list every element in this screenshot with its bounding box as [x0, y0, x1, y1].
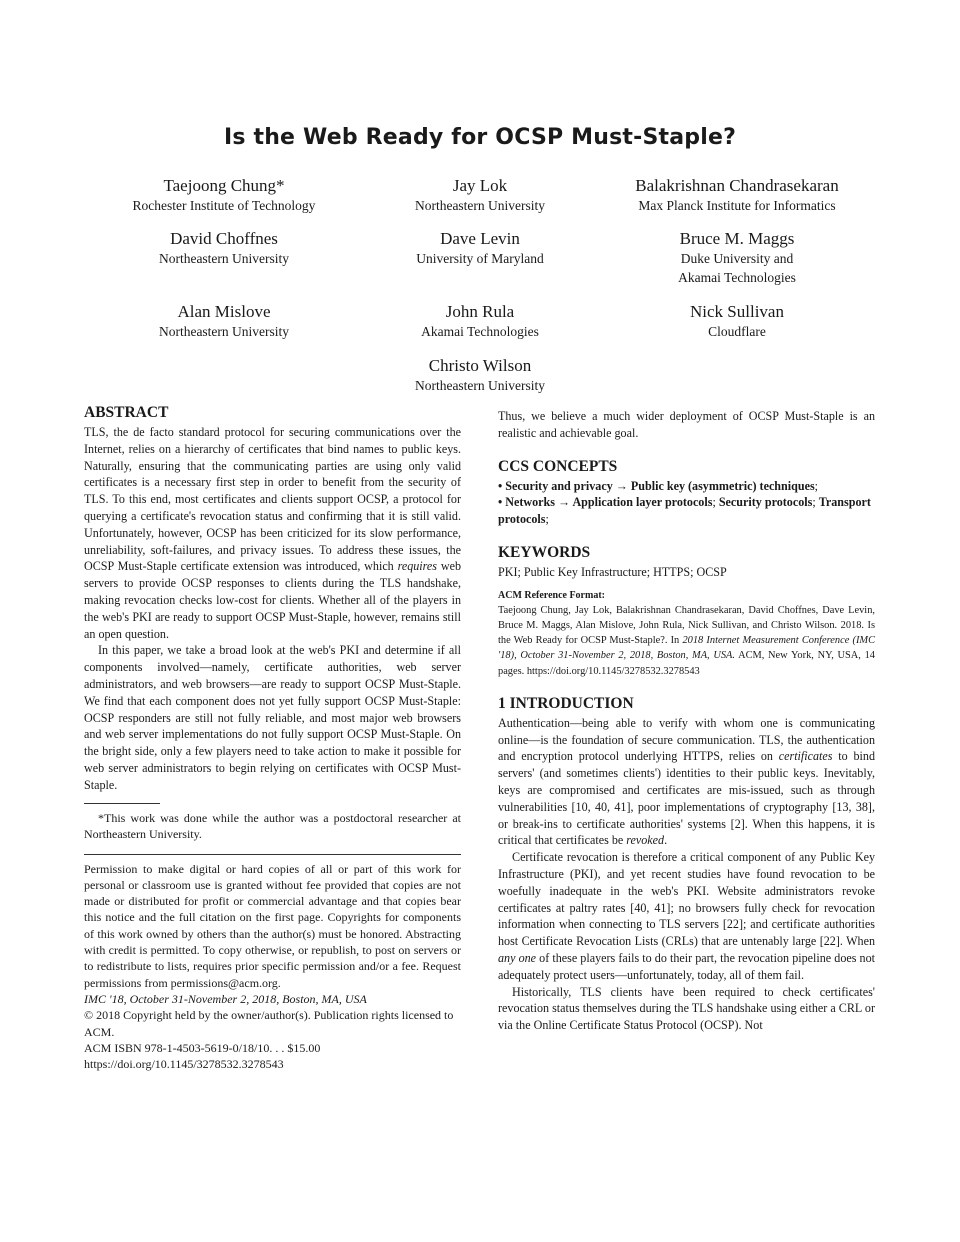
author-affiliation: Northeastern University	[414, 378, 546, 393]
author-name: Taejoong Chung*	[163, 176, 285, 195]
abstract-paragraph: TLS, the de facto standard protocol for securing communications over the Internet, relies on a hierarchy of certificates that bind names to public keys. Naturally, ensuring that the communicating parties are using only valid certificates is a necessary first step in order to benefit from the security of TLS. To this end, most certificates and clients support OCSP, a protocol for querying a certificate's revocation status and confirming that it is still valid. Unfortunately, however, OCSP has been criticized for its slow performance, unreliability, soft-failures, and privacy issues. To address these issues, the OCSP Must-Staple certificate extension was introduced, which requires web servers to provide OCSP responses to clients during the TLS handshake, making revocation checks low-cost for clients. Whether all of the players in the web's PKI are ready to support OCSP Must-Staple, however, remains still an open question.	[84, 425, 461, 641]
left-column	[84, 402, 461, 1072]
author-name: Alan Mislove	[177, 302, 271, 321]
abstract-paragraph: In this paper, we take a broad look at the web's PKI and determine if all components involved—namely, certificate authorities, web server administrators, and web browsers—are ready to support OCSP Must-Staple. We find that each component does not yet fully support OCSP Must-Staple: OCSP responders are still not fully reliable, and most major web browsers and web server implementations do not fully support OCSP Must-Staple. On the bright side, only a few players need to take action to make it possible for web server administrators to begin relying on certificates with OCSP Must-Staple.	[84, 643, 461, 792]
intro-paragraph: Certificate revocation is therefore a critical component of any Public Key Infrastructure (PKI), and yet recent studies have found revocation to be woefully inadequate in the web's PKI. Website administrators revoke certificates at paltry rates [40, 41]; no browsers fully check for revocation information when connecting to TLS servers [22]; and certificate authorities host Certificate Revocation Lists (CRLs) that are untenably large [22]. When any one of these players fails to do their part, the revocation pipeline does not adequately protect users—unfortunately, today, all of them fail.	[498, 850, 876, 982]
right-column	[498, 408, 875, 1034]
permission-text: Permission to make digital or hard copies of all or part of this work for personal or classroom use is granted without fee provided that copies are not made or distributed for profit or commercial advantage and that copies bear this notice and the full citation on the first page. Copyrights for components of this work owned by others than the author(s) must be honored. Abstracting with credit is permitted. To copy otherwise, or republish, to post on servers or to redistribute to lists, requires prior specific permission and/or a fee. Request permissions from permissions@acm.org.	[84, 861, 461, 990]
keywords-heading: KEYWORDS	[498, 543, 591, 561]
paper-title: Is the Web Ready for OCSP Must-Staple?	[223, 125, 737, 150]
author-name: Bruce M. Maggs	[679, 229, 795, 248]
isbn-line: ACM ISBN 978-1-4503-5619-0/18/10. . . $15.00	[84, 1040, 321, 1055]
author-affiliation: Northeastern University	[158, 251, 290, 266]
author-affiliation: Akamai Technologies	[678, 270, 796, 285]
reference-format-text: Taejoong Chung, Jay Lok, Balakrishnan Chandrasekaran, David Choffnes, Dave Levin, Bruce M. Maggs, Alan Mislove, John Rula, Nick Sullivan, and Christo Wilson. 2018. Is the Web Ready for OCSP Must-Staple?. In 2018 Internet Measurement Conference (IMC '18), October 31-November 2, 2018, Boston, MA, USA. ACM, New York, NY, USA, 14 pages. https://doi.org/10.1145/3278532.3278543	[498, 604, 876, 677]
permission-block	[84, 854, 461, 1073]
author-name: Jay Lok	[452, 176, 508, 195]
copyright-line: © 2018 Copyright held by the owner/author(s). Publication rights licensed to ACM.	[84, 1008, 454, 1039]
author-affiliation: Cloudflare	[708, 324, 766, 339]
author-name: David Choffnes	[170, 229, 278, 248]
footnote: *This work was done while the author was a postdoctoral researcher at Northeastern University.	[84, 810, 461, 841]
author-name: John Rula	[445, 302, 515, 321]
author-affiliation: Duke University and	[680, 251, 794, 266]
author-block	[577, 228, 897, 287]
introduction-heading: 1 INTRODUCTION	[498, 694, 634, 712]
author-name: Nick Sullivan	[690, 302, 784, 321]
author-name: Balakrishnan Chandrasekaran	[635, 176, 839, 195]
abstract-heading: ABSTRACT	[84, 404, 169, 421]
keywords-text: PKI; Public Key Infrastructure; HTTPS; OCSP	[498, 564, 727, 579]
reference-format-heading: ACM Reference Format:	[498, 589, 605, 601]
ccs-heading: CCS CONCEPTS	[498, 457, 618, 475]
author-affiliation: Northeastern University	[414, 198, 546, 213]
author-affiliation: Rochester Institute of Technology	[132, 198, 316, 213]
author-affiliation: Max Planck Institute for Informatics	[638, 198, 836, 213]
author-name: Christo Wilson	[428, 356, 532, 375]
author-affiliation: Akamai Technologies	[421, 324, 539, 339]
author-affiliation: University of Maryland	[416, 251, 544, 266]
author-name: Dave Levin	[440, 229, 520, 248]
ccs-line: • Networks → Application layer protocols; Security protocols; Transport protocols;	[498, 495, 871, 527]
author-affiliation: Northeastern University	[158, 324, 290, 339]
intro-paragraph: Historically, TLS clients have been required to check certificates' revocation status themselves during the TLS handshake using either a CRL or via the Online Certificate Status Protocol (OCSP). Not	[498, 984, 875, 1033]
footnote-rule	[84, 803, 160, 804]
conference-line: IMC '18, October 31-November 2, 2018, Boston, MA, USA	[84, 991, 367, 1006]
author-block	[577, 175, 897, 215]
ccs-line: • Security and privacy → Public key (asymmetric) techniques;	[498, 478, 819, 493]
abstract-paragraph-cont: Thus, we believe a much wider deployment of OCSP Must-Staple is an realistic and achievable goal.	[498, 409, 875, 440]
doi-link[interactable]: https://doi.org/10.1145/3278532.3278543	[84, 1057, 284, 1072]
intro-paragraph: Authentication—being able to verify with whom one is communicating online—is the foundation of secure communication. TLS, the authentication and encryption protocol underlying HTTPS, relies on certificates to bind servers' (and sometimes clients') identities to their public keys. Inevitably, keys are compromised and certificates are mis-issued, such as through vulnerabilities [10, 40, 41], poor implementations of cryptography [13, 38], or break-ins to certificate authorities' systems [2]. When this happens, it is critical that certificates be revoked.	[498, 715, 876, 848]
author-block	[577, 301, 897, 341]
author-block	[320, 355, 640, 395]
